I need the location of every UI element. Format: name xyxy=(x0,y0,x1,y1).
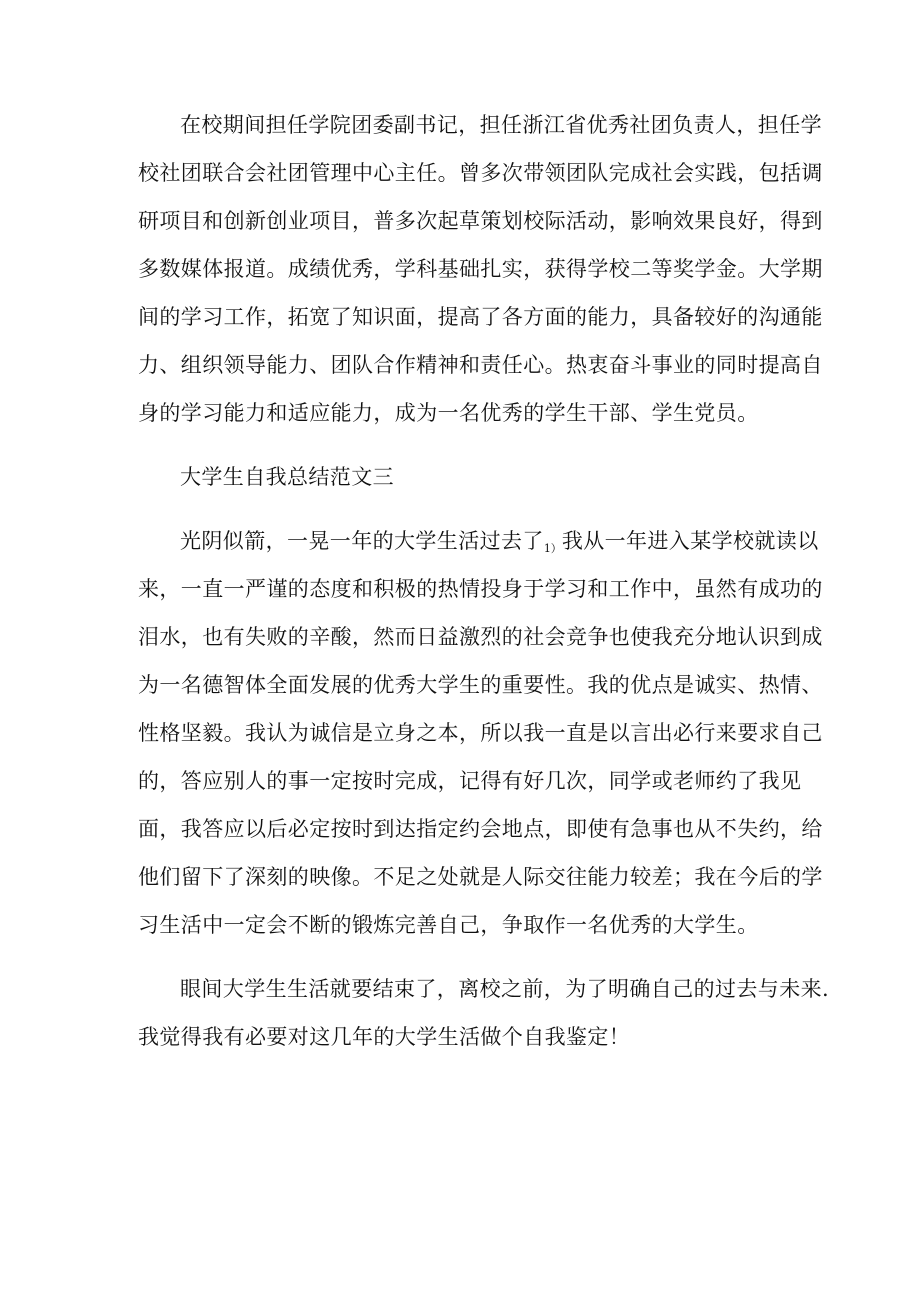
paragraph-1-line-2: 校社团联合会社团管理中心主任。曾多次带领团队完成社会实践，包括调 xyxy=(138,161,823,185)
paragraph-2-line-8: 他们留下了深刻的映像。不足之处就是人际交往能力较差；我在今后的学 xyxy=(138,865,823,889)
paragraph-1-line-6: 力、组织领导能力、团队合作精神和责任心。热衷奋斗事业的同时提高自 xyxy=(138,353,823,377)
paragraph-1-line-7: 身的学习能力和适应能力，成为一名优秀的学生干部、学生党员。 xyxy=(138,401,759,425)
paragraph-2-line-2: 来，一直一严谨的态度和积极的热情投身于学习和工作中，虽然有成功的 xyxy=(138,577,823,601)
paragraph-2-line-6: 的，答应别人的事一定按时完成，记得有好几次，同学或老师约了我见 xyxy=(138,769,802,793)
paragraph-2-line-3: 泪水，也有失败的辛酸，然而日益激烈的社会竞争也使我充分地认识到成 xyxy=(138,625,823,649)
paragraph-2-line-1-start: 光阴似箭，一晃一年的大学生活过去了 xyxy=(180,529,544,553)
paragraph-2-line-4: 为一名德智体全面发展的优秀大学生的重要性。我的优点是诚实、热情、 xyxy=(138,673,823,697)
paragraph-2-line-7: 面，我答应以后必定按时到达指定约会地点，即使有急事也从不失约，给 xyxy=(138,817,823,841)
paragraph-2-line-9: 习生活中一定会不断的锻炼完善自己，争取作一名优秀的大学生。 xyxy=(138,913,759,937)
paragraph-1-line-3: 研项目和创新创业项目，普多次起草策划校际活动，影响效果良好，得到 xyxy=(138,209,823,233)
footnote-mark: 1） xyxy=(543,542,562,555)
paragraph-2-line-1 xyxy=(180,526,819,564)
paragraph-1-line-1: 在校期间担任学院团委副书记，担任浙江省优秀社团负责人，担任学 xyxy=(180,113,822,137)
paragraph-1-line-4: 多数媒体报道。成绩优秀，学科基础扎实，获得学校二等奖学金。大学期 xyxy=(138,257,823,281)
paragraph-2-line-1-end: 我从一年进入某学校就读以 xyxy=(561,529,819,553)
paragraph-3-line-2: 我觉得我有必要对这几年的大学生活做个自我鉴定！ xyxy=(138,1025,631,1049)
paragraph-1-line-5: 间的学习工作，拓宽了知识面，提高了各方面的能力，具备较好的沟通能 xyxy=(138,305,823,329)
paragraph-3-line-1: 眼间大学生生活就要结束了，离校之前，为了明确自己的过去与未来. xyxy=(180,977,830,1001)
section-heading: 大学生自我总结范文三 xyxy=(180,465,394,489)
paragraph-2-line-5: 性格坚毅。我认为诚信是立身之本，所以我一直是以言出必行来要求自己 xyxy=(138,721,823,745)
